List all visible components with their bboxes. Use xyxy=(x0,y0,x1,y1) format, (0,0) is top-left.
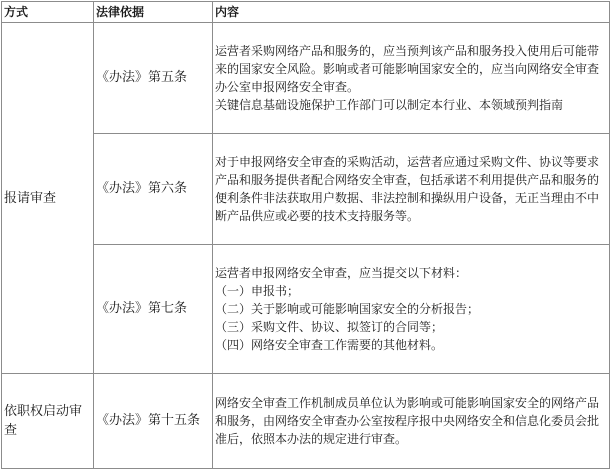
legal-basis-cell: 《办法》第六条 xyxy=(94,134,213,245)
header-method: 方式 xyxy=(2,2,94,23)
method-cell: 报请审查 xyxy=(2,23,94,374)
content-cell xyxy=(213,134,610,245)
header-legal-basis: 法律依据 xyxy=(94,2,213,23)
content-line: 运营者申报网络安全审查，应当提交以下材料： xyxy=(215,266,468,280)
content-line: 网络安全审查工作机制成员单位认为影响或可能影响国家安全的网络产品和服务，由网络安全审查办公室按程序报中央网络安全和信息化委员会批准后，依照本办法的规定进行审查。 xyxy=(215,396,600,446)
legal-basis-cell: 《办法》第七条 xyxy=(94,245,213,374)
content-line: （四）网络安全审查工作需要的其他材料。 xyxy=(215,338,444,352)
content-line: （一）申报书； xyxy=(215,284,300,298)
content-cell xyxy=(213,374,610,469)
table-row xyxy=(2,23,610,134)
content-cell xyxy=(213,23,610,134)
legal-basis-cell: 《办法》第十五条 xyxy=(94,374,213,469)
content-line: 对于申报网络安全审查的采购活动，运营者应通过采购文件、协议等要求产品和服务提供者配合网络安全审查，包括承诺不利用提供产品和服务的便利条件非法获取用户数据、非法控制和操纵用户设备，无正当理由不中断产品供应或必要的技术支持服务等。 xyxy=(215,155,600,223)
content-line: （三）采购文件、协议、拟签订的合同等； xyxy=(215,320,444,334)
content-line: 关键信息基础设施保护工作部门可以制定本行业、本领域预判指南 xyxy=(215,98,564,112)
table-row xyxy=(2,245,610,374)
table-row xyxy=(2,134,610,245)
content-line: （二）关于影响或可能影响国家安全的分析报告； xyxy=(215,302,480,316)
header-content: 内容 xyxy=(213,2,610,23)
content-line: 运营者采购网络产品和服务的，应当预判该产品和服务投入使用后可能带来的国家安全风险。影响或者可能影响国家安全的，应当向网络安全审查办公室申报网络安全审查。 xyxy=(215,44,600,94)
method-cell: 依职权启动审查 xyxy=(2,374,94,469)
header-row xyxy=(2,2,610,23)
content-cell xyxy=(213,245,610,374)
table-row xyxy=(2,374,610,469)
review-rules-table xyxy=(1,1,610,469)
legal-basis-cell: 《办法》第五条 xyxy=(94,23,213,134)
